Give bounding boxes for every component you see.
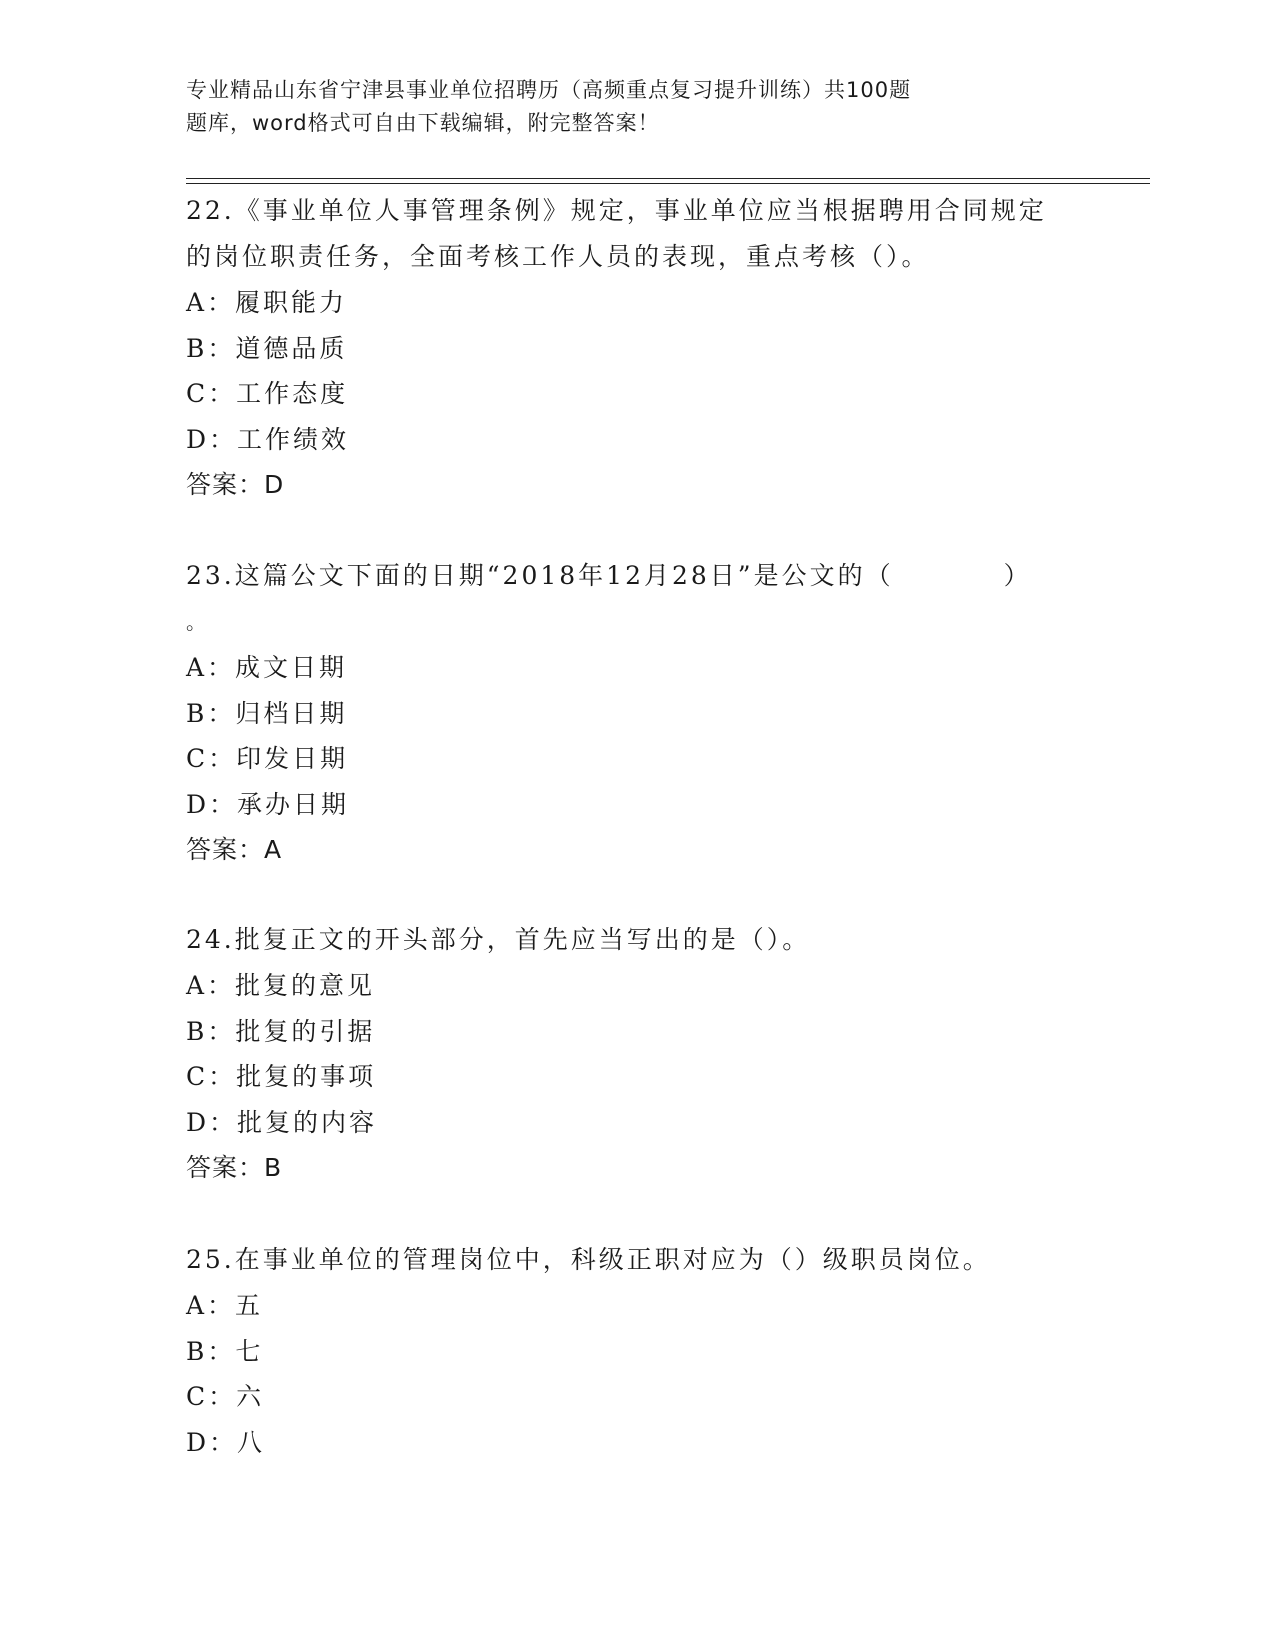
question-stem [186, 1237, 1086, 1283]
header-line-1: 专业精品山东省宁津县事业单位招聘历（高频重点复习提升训练）共100题 [186, 78, 912, 102]
stem-line: 24.批复正文的开头部分，首先应当写出的是（）。 [186, 925, 811, 954]
option-b: B：七 [186, 1336, 264, 1366]
option-d: D：承办日期 [186, 789, 350, 819]
stem-text: 23.这篇公文下面的日期“2018年12月28日”是公文的（ [186, 561, 894, 590]
answer-label: 答案：A [186, 835, 283, 864]
option-d: D：工作绩效 [186, 424, 350, 454]
option-c: C：批复的事项 [186, 1062, 377, 1091]
question-24 [186, 917, 1086, 1191]
option-c: C：六 [186, 1382, 265, 1411]
stem-line: 25.在事业单位的管理岗位中，科级正职对应为（）级职员岗位。 [186, 1245, 991, 1274]
header-divider-bottom [186, 183, 1150, 184]
option-a: A：履职能力 [186, 288, 348, 317]
header-divider-top [186, 178, 1150, 179]
stem-line: 22.《事业单位人事管理条例》规定，事业单位应当根据聘用合同规定 [186, 196, 1047, 225]
question-stem [186, 917, 1086, 963]
question-22 [186, 188, 1086, 508]
option-d: D：八 [186, 1427, 266, 1457]
option-b: B：批复的引据 [186, 1016, 376, 1046]
option-b: B：归档日期 [186, 698, 348, 728]
option-d: D：批复的内容 [186, 1107, 378, 1137]
option-a: A：批复的意见 [186, 971, 376, 1000]
question-stem [186, 553, 1086, 645]
question-25 [186, 1237, 1086, 1465]
document-header [186, 74, 1046, 140]
stem-line: 的岗位职责任务，全面考核工作人员的表现，重点考核（）。 [186, 242, 930, 271]
option-a: A：成文日期 [186, 653, 348, 682]
stem-tail: 。 [186, 610, 209, 634]
answer-label: 答案：B [186, 1153, 283, 1182]
question-stem [186, 188, 1086, 280]
question-23 [186, 553, 1086, 873]
option-c: C：工作态度 [186, 379, 349, 408]
header-line-2: 题库，word格式可自由下载编辑，附完整答案！ [186, 111, 660, 135]
option-c: C：印发日期 [186, 744, 349, 773]
stem-close-paren: ） [1003, 561, 1032, 590]
answer-label: 答案：D [186, 470, 285, 499]
option-a: A：五 [186, 1291, 264, 1320]
option-b: B：道德品质 [186, 333, 348, 363]
